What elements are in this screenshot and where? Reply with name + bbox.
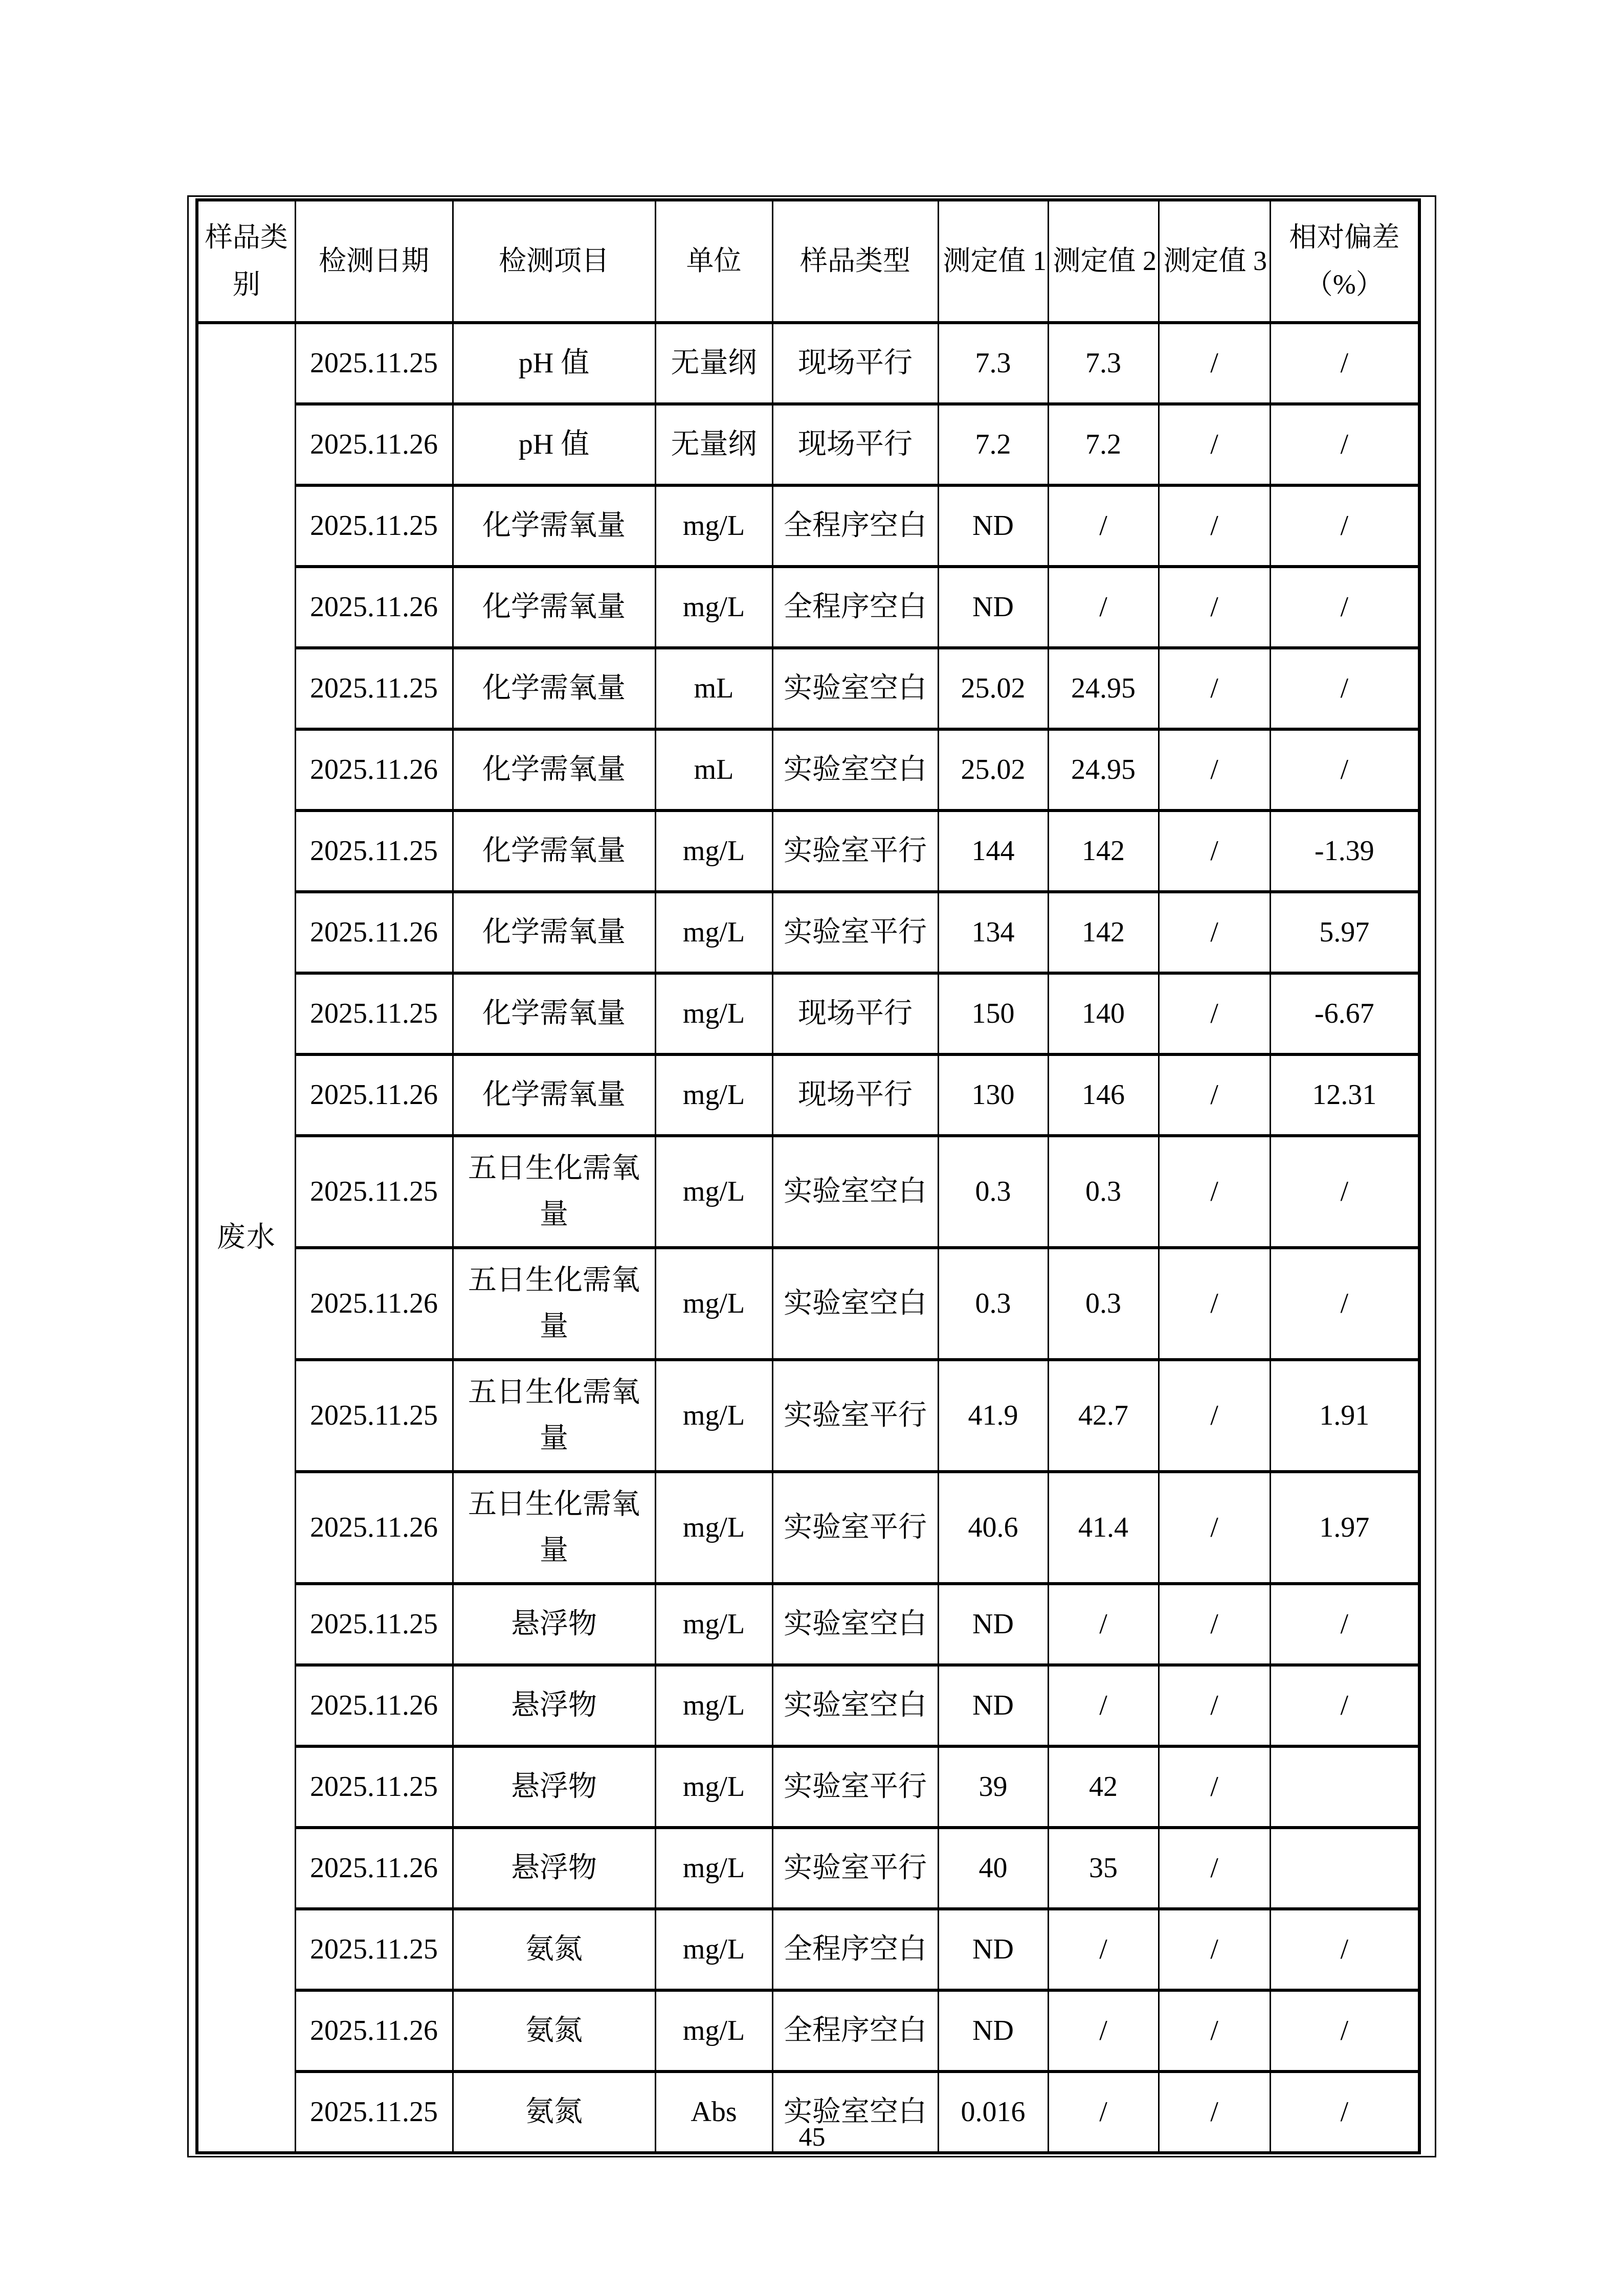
cell-value1: 40.6 xyxy=(938,1472,1048,1584)
cell-value2: 42.7 xyxy=(1048,1360,1159,1472)
cell-sample-type: 实验室空白 xyxy=(772,2072,938,2153)
cell-item: 化学需氧量 xyxy=(453,567,655,648)
cell-sample-type: 全程序空白 xyxy=(772,567,938,648)
col-header-value-3: 测定值 3 xyxy=(1159,200,1270,323)
cell-date: 2025.11.26 xyxy=(295,1248,453,1360)
cell-date: 2025.11.26 xyxy=(295,567,453,648)
cell-date: 2025.11.25 xyxy=(295,1909,453,1990)
col-header-test-date: 检测日期 xyxy=(295,200,453,323)
cell-unit: mg/L xyxy=(655,485,772,567)
cell-unit: mg/L xyxy=(655,973,772,1054)
cell-sample-type: 现场平行 xyxy=(772,323,938,404)
cell-value3: / xyxy=(1159,811,1270,892)
cell-value2: 146 xyxy=(1048,1054,1159,1136)
cell-value1: 39 xyxy=(938,1746,1048,1828)
cell-deviation: / xyxy=(1270,1665,1419,1746)
header-row xyxy=(197,200,1419,323)
table-row xyxy=(197,1360,1419,1472)
cell-value3: / xyxy=(1159,1665,1270,1746)
cell-date: 2025.11.26 xyxy=(295,404,453,485)
cell-sample-type: 现场平行 xyxy=(772,973,938,1054)
cell-unit: 无量纲 xyxy=(655,323,772,404)
cell-item: pH 值 xyxy=(453,323,655,404)
cell-value1: 150 xyxy=(938,973,1048,1054)
cell-item: 五日生化需氧量 xyxy=(453,1360,655,1472)
cell-item: 悬浮物 xyxy=(453,1665,655,1746)
table-row xyxy=(197,485,1419,567)
cell-value3: / xyxy=(1159,1054,1270,1136)
table-row xyxy=(197,1990,1419,2072)
cell-value2: 35 xyxy=(1048,1828,1159,1909)
cell-value2: / xyxy=(1048,567,1159,648)
cell-value3: / xyxy=(1159,729,1270,811)
col-header-value-1: 测定值 1 xyxy=(938,200,1048,323)
cell-value1: ND xyxy=(938,567,1048,648)
cell-sample-type: 实验室平行 xyxy=(772,811,938,892)
table-row xyxy=(197,811,1419,892)
cell-unit: mg/L xyxy=(655,567,772,648)
table-row xyxy=(197,1828,1419,1909)
cell-date: 2025.11.25 xyxy=(295,323,453,404)
cell-unit: mg/L xyxy=(655,892,772,973)
cell-sample-type: 实验室空白 xyxy=(772,648,938,729)
cell-value3: / xyxy=(1159,973,1270,1054)
cell-value3: / xyxy=(1159,323,1270,404)
cell-value1: 0.016 xyxy=(938,2072,1048,2153)
cell-value3: / xyxy=(1159,567,1270,648)
table-row xyxy=(197,973,1419,1054)
cell-value2: / xyxy=(1048,1909,1159,1990)
table-row xyxy=(197,729,1419,811)
cell-value3: / xyxy=(1159,1990,1270,2072)
table-header xyxy=(197,200,1419,323)
cell-date: 2025.11.25 xyxy=(295,1360,453,1472)
cell-date: 2025.11.25 xyxy=(295,1584,453,1665)
cell-date: 2025.11.25 xyxy=(295,1136,453,1248)
cell-item: 化学需氧量 xyxy=(453,811,655,892)
cell-sample-type: 实验室平行 xyxy=(772,1360,938,1472)
cell-deviation: 12.31 xyxy=(1270,1054,1419,1136)
cell-value2: / xyxy=(1048,1665,1159,1746)
cell-value2: 0.3 xyxy=(1048,1136,1159,1248)
table-row xyxy=(197,567,1419,648)
cell-value1: 0.3 xyxy=(938,1248,1048,1360)
cell-item: 五日生化需氧量 xyxy=(453,1136,655,1248)
qa-qc-results-table xyxy=(195,198,1421,2154)
cell-value3: / xyxy=(1159,2072,1270,2153)
cell-unit: mg/L xyxy=(655,1054,772,1136)
table-row xyxy=(197,1584,1419,1665)
table-body xyxy=(197,323,1419,2153)
cell-sample-type: 实验室平行 xyxy=(772,1828,938,1909)
table-row xyxy=(197,1248,1419,1360)
cell-item: 悬浮物 xyxy=(453,1746,655,1828)
table-row xyxy=(197,323,1419,404)
cell-sample-type: 现场平行 xyxy=(772,404,938,485)
cell-unit: mg/L xyxy=(655,1360,772,1472)
cell-date: 2025.11.25 xyxy=(295,973,453,1054)
cell-sample-type: 全程序空白 xyxy=(772,1990,938,2072)
cell-value1: 134 xyxy=(938,892,1048,973)
cell-value2: 24.95 xyxy=(1048,648,1159,729)
cell-item: 五日生化需氧量 xyxy=(453,1248,655,1360)
cell-deviation: / xyxy=(1270,2072,1419,2153)
cell-item: 氨氮 xyxy=(453,1990,655,2072)
cell-value3: / xyxy=(1159,1360,1270,1472)
page-number: 45 xyxy=(798,2123,826,2152)
cell-item: 化学需氧量 xyxy=(453,648,655,729)
cell-value2: 140 xyxy=(1048,973,1159,1054)
table-outer-frame xyxy=(187,195,1436,2157)
cell-value1: 7.2 xyxy=(938,404,1048,485)
cell-value2: / xyxy=(1048,485,1159,567)
cell-value2: / xyxy=(1048,1584,1159,1665)
cell-sample-type: 实验室平行 xyxy=(772,892,938,973)
col-header-test-item: 检测项目 xyxy=(453,200,655,323)
cell-unit: mg/L xyxy=(655,1584,772,1665)
cell-value1: ND xyxy=(938,1584,1048,1665)
cell-value1: 40 xyxy=(938,1828,1048,1909)
table-row xyxy=(197,1746,1419,1828)
cell-unit: mL xyxy=(655,648,772,729)
cell-item: 化学需氧量 xyxy=(453,729,655,811)
cell-deviation: / xyxy=(1270,1584,1419,1665)
col-header-relative-deviation: 相对偏差（%） xyxy=(1270,200,1419,323)
cell-value3: / xyxy=(1159,1584,1270,1665)
cell-value3: / xyxy=(1159,1248,1270,1360)
cell-sample-type: 实验室平行 xyxy=(772,1472,938,1584)
cell-date: 2025.11.26 xyxy=(295,1828,453,1909)
cell-value1: ND xyxy=(938,485,1048,567)
cell-sample-type: 全程序空白 xyxy=(772,1909,938,1990)
cell-value3: / xyxy=(1159,1828,1270,1909)
cell-value3: / xyxy=(1159,1472,1270,1584)
cell-deviation xyxy=(1270,1828,1419,1909)
cell-date: 2025.11.25 xyxy=(295,648,453,729)
cell-deviation: / xyxy=(1270,1136,1419,1248)
cell-unit: mL xyxy=(655,729,772,811)
col-header-sample-category: 样品类别 xyxy=(197,200,295,323)
cell-item: 化学需氧量 xyxy=(453,1054,655,1136)
cell-deviation: / xyxy=(1270,1248,1419,1360)
cell-unit: mg/L xyxy=(655,1472,772,1584)
table-row xyxy=(197,1472,1419,1584)
cell-deviation: -1.39 xyxy=(1270,811,1419,892)
cell-unit: mg/L xyxy=(655,1990,772,2072)
cell-deviation: / xyxy=(1270,567,1419,648)
cell-unit: mg/L xyxy=(655,1136,772,1248)
cell-sample-type: 实验室空白 xyxy=(772,1665,938,1746)
table-row xyxy=(197,1136,1419,1248)
cell-item: 五日生化需氧量 xyxy=(453,1472,655,1584)
cell-value2: 7.3 xyxy=(1048,323,1159,404)
cell-sample-type: 实验室平行 xyxy=(772,1746,938,1828)
table-row xyxy=(197,892,1419,973)
cell-value3: / xyxy=(1159,1136,1270,1248)
cell-unit: mg/L xyxy=(655,1746,772,1828)
cell-value2: 142 xyxy=(1048,892,1159,973)
cell-value2: 7.2 xyxy=(1048,404,1159,485)
cell-deviation: -6.67 xyxy=(1270,973,1419,1054)
cell-value3: / xyxy=(1159,648,1270,729)
cell-sample-type: 实验室空白 xyxy=(772,1584,938,1665)
cell-value1: 25.02 xyxy=(938,648,1048,729)
cell-unit: mg/L xyxy=(655,1828,772,1909)
cell-date: 2025.11.25 xyxy=(295,1746,453,1828)
cell-sample-type: 现场平行 xyxy=(772,1054,938,1136)
cell-value2: 41.4 xyxy=(1048,1472,1159,1584)
cell-deviation: 1.97 xyxy=(1270,1472,1419,1584)
cell-item: 化学需氧量 xyxy=(453,892,655,973)
cell-item: pH 值 xyxy=(453,404,655,485)
cell-date: 2025.11.26 xyxy=(295,729,453,811)
cell-value3: / xyxy=(1159,1746,1270,1828)
cell-deviation: 1.91 xyxy=(1270,1360,1419,1472)
cell-date: 2025.11.26 xyxy=(295,892,453,973)
cell-value2: 24.95 xyxy=(1048,729,1159,811)
cell-deviation: / xyxy=(1270,323,1419,404)
cell-sample-type: 实验室空白 xyxy=(772,1248,938,1360)
cell-value1: 130 xyxy=(938,1054,1048,1136)
cell-sample-type: 全程序空白 xyxy=(772,485,938,567)
col-header-unit: 单位 xyxy=(655,200,772,323)
col-header-sample-type: 样品类型 xyxy=(772,200,938,323)
sample-category-cell: 废水 xyxy=(197,323,295,2153)
cell-deviation: / xyxy=(1270,729,1419,811)
cell-value2: 142 xyxy=(1048,811,1159,892)
table-row xyxy=(197,648,1419,729)
cell-value1: ND xyxy=(938,1990,1048,2072)
cell-value3: / xyxy=(1159,485,1270,567)
cell-item: 化学需氧量 xyxy=(453,973,655,1054)
cell-unit: Abs xyxy=(655,2072,772,2153)
cell-item: 悬浮物 xyxy=(453,1584,655,1665)
cell-deviation: / xyxy=(1270,648,1419,729)
table-row xyxy=(197,1665,1419,1746)
cell-value1: 41.9 xyxy=(938,1360,1048,1472)
cell-unit: 无量纲 xyxy=(655,404,772,485)
cell-value2: / xyxy=(1048,2072,1159,2153)
cell-date: 2025.11.25 xyxy=(295,811,453,892)
cell-unit: mg/L xyxy=(655,1248,772,1360)
cell-value1: 25.02 xyxy=(938,729,1048,811)
cell-unit: mg/L xyxy=(655,1909,772,1990)
cell-date: 2025.11.25 xyxy=(295,2072,453,2153)
col-header-value-2: 测定值 2 xyxy=(1048,200,1159,323)
cell-date: 2025.11.26 xyxy=(295,1472,453,1584)
cell-deviation: / xyxy=(1270,1909,1419,1990)
cell-date: 2025.11.25 xyxy=(295,485,453,567)
table-row xyxy=(197,1909,1419,1990)
cell-deviation: 5.97 xyxy=(1270,892,1419,973)
cell-date: 2025.11.26 xyxy=(295,1990,453,2072)
cell-item: 氨氮 xyxy=(453,2072,655,2153)
cell-value1: ND xyxy=(938,1665,1048,1746)
cell-value3: / xyxy=(1159,1909,1270,1990)
cell-date: 2025.11.26 xyxy=(295,1054,453,1136)
cell-value2: 0.3 xyxy=(1048,1248,1159,1360)
table-row xyxy=(197,404,1419,485)
cell-value1: 7.3 xyxy=(938,323,1048,404)
cell-value1: 144 xyxy=(938,811,1048,892)
cell-deviation: / xyxy=(1270,485,1419,567)
cell-item: 氨氮 xyxy=(453,1909,655,1990)
cell-deviation xyxy=(1270,1746,1419,1828)
cell-value3: / xyxy=(1159,892,1270,973)
cell-unit: mg/L xyxy=(655,811,772,892)
cell-sample-type: 实验室空白 xyxy=(772,1136,938,1248)
cell-date: 2025.11.26 xyxy=(295,1665,453,1746)
cell-value1: ND xyxy=(938,1909,1048,1990)
cell-value2: / xyxy=(1048,1990,1159,2072)
cell-value3: / xyxy=(1159,404,1270,485)
cell-unit: mg/L xyxy=(655,1665,772,1746)
cell-deviation: / xyxy=(1270,1990,1419,2072)
table-row xyxy=(197,1054,1419,1136)
cell-item: 悬浮物 xyxy=(453,1828,655,1909)
cell-deviation: / xyxy=(1270,404,1419,485)
cell-sample-type: 实验室空白 xyxy=(772,729,938,811)
cell-value2: 42 xyxy=(1048,1746,1159,1828)
cell-item: 化学需氧量 xyxy=(453,485,655,567)
cell-value1: 0.3 xyxy=(938,1136,1048,1248)
